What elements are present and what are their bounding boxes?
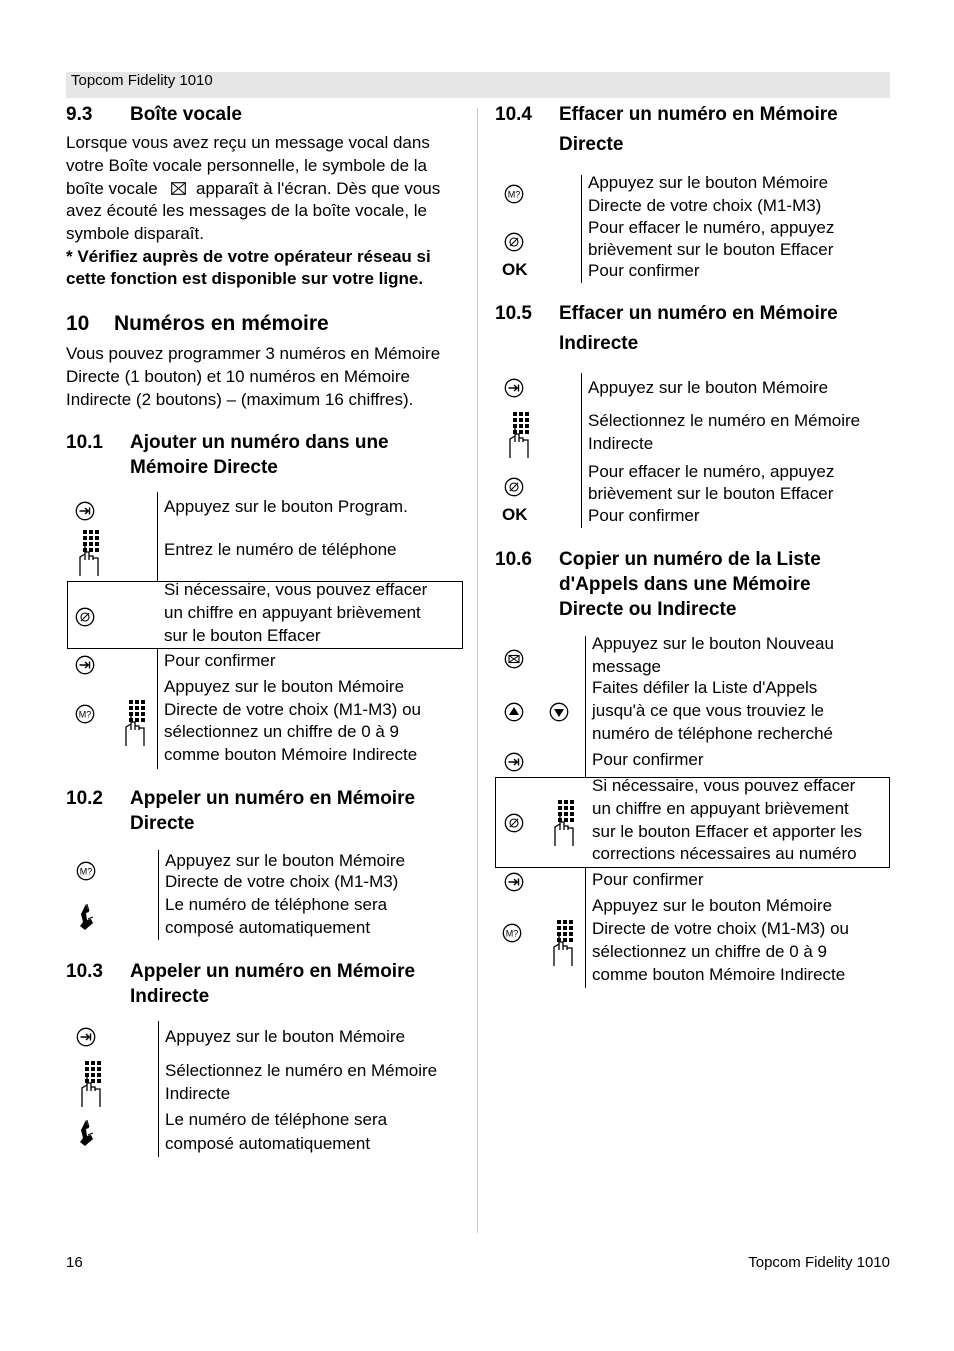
paragraph-line: Indirecte (2 boutons) – (maximum 16 chiffres). xyxy=(66,390,414,409)
paragraph-line: boîte vocale xyxy=(66,179,158,198)
step-text: Directe de votre choix (M1-M3) ou xyxy=(164,700,421,719)
table-divider xyxy=(157,649,158,769)
keypad-hand-icon xyxy=(508,412,534,458)
handset-icon xyxy=(76,902,96,932)
section-10-2-title: Appeler un numéro en Mémoire xyxy=(130,788,416,809)
enter-arrow-icon xyxy=(504,872,524,892)
enter-arrow-icon xyxy=(504,752,524,772)
step-text: Pour effacer le numéro, appuyez xyxy=(588,218,835,237)
header-title: Topcom Fidelity 1010 xyxy=(71,72,213,89)
step-text: jusqu'à ce que vous trouviez le xyxy=(592,701,824,720)
step-text: Pour confirmer xyxy=(592,750,704,769)
note-line: cette fonction est disponible sur votre ligne. xyxy=(66,269,424,288)
section-10-4-title: Directe xyxy=(559,134,624,155)
step-text: un chiffre en appuyant brièvement xyxy=(164,603,421,622)
enter-arrow-icon xyxy=(75,501,95,521)
step-text: Pour confirmer xyxy=(592,870,704,889)
step-text: Entrez le numéro de téléphone xyxy=(164,540,397,559)
step-text: Appuyez sur le bouton Mémoire xyxy=(165,851,406,870)
section-10-3-title: Appeler un numéro en Mémoire xyxy=(130,961,416,982)
table-divider xyxy=(158,1021,159,1157)
table-divider xyxy=(581,373,582,528)
erase-icon xyxy=(504,232,524,252)
keypad-hand-icon xyxy=(124,700,150,746)
paragraph-line: Directe (1 bouton) et 10 numéros en Mémoire xyxy=(66,367,410,386)
step-text: Pour effacer le numéro, appuyez xyxy=(588,462,835,481)
keypad-hand-icon xyxy=(552,920,578,966)
section-9-3-title: Boîte vocale xyxy=(130,104,242,125)
step-text: brièvement sur le bouton Effacer xyxy=(588,484,834,503)
step-text: Appuyez sur le bouton Program. xyxy=(164,497,408,516)
table-divider xyxy=(581,175,582,283)
erase-icon xyxy=(75,607,95,627)
step-text: Appuyez sur le bouton Mémoire xyxy=(588,173,829,192)
step-text: Sélectionnez le numéro en Mémoire xyxy=(588,411,861,430)
step-text: un chiffre en appuyant brièvement xyxy=(592,799,849,818)
step-text: Le numéro de téléphone sera xyxy=(165,895,388,914)
step-text: Appuyez sur le bouton Mémoire xyxy=(164,677,405,696)
enter-arrow-icon xyxy=(76,1027,96,1047)
section-10-1-title: Ajouter un numéro dans une xyxy=(130,432,389,453)
step-text: composé automatiquement xyxy=(165,918,371,937)
step-text: Directe de votre choix (M1-M3) ou xyxy=(592,919,849,938)
section-10-5-title: Indirecte xyxy=(559,333,639,354)
step-text: Appuyez sur le bouton Mémoire xyxy=(165,1027,406,1046)
keypad-hand-icon xyxy=(80,1061,106,1107)
section-10-2-title: Directe xyxy=(130,813,195,834)
paragraph-line: Lorsque vous avez reçu un message vocal dans xyxy=(66,133,430,152)
step-text: sélectionnez un chiffre de 0 à 9 xyxy=(164,722,400,741)
erase-icon xyxy=(504,477,524,497)
section-10-6-title: d'Appels dans une Mémoire xyxy=(559,574,811,595)
section-10-number: 10 xyxy=(66,312,90,335)
step-text: Indirecte xyxy=(588,434,654,453)
step-text: Appuyez sur le bouton Nouveau xyxy=(592,634,834,653)
paragraph-line: apparaît à l'écran. Dès que vous xyxy=(196,179,441,198)
section-10-1-title: Mémoire Directe xyxy=(130,457,278,478)
section-10-2-number: 10.2 xyxy=(66,788,103,809)
step-text: Si nécessaire, vous pouvez effacer xyxy=(164,580,428,599)
step-text: comme bouton Mémoire Indirecte xyxy=(164,745,418,764)
step-text: comme bouton Mémoire Indirecte xyxy=(592,965,846,984)
paragraph-line: avez écouté les messages de la boîte vocale, le xyxy=(66,201,427,220)
section-10-3-number: 10.3 xyxy=(66,961,103,982)
column-divider xyxy=(477,108,478,1233)
keypad-hand-icon xyxy=(78,530,104,576)
step-text: Indirecte xyxy=(165,1084,231,1103)
step-text: Pour confirmer xyxy=(588,506,700,525)
section-10-4-number: 10.4 xyxy=(495,104,532,125)
table-divider xyxy=(585,636,586,777)
memory-m-icon xyxy=(75,704,95,724)
step-text: corrections nécessaires au numéro xyxy=(592,844,857,863)
step-text: sélectionnez un chiffre de 0 à 9 xyxy=(592,942,828,961)
envelope-icon xyxy=(171,182,186,195)
section-10-title: Numéros en mémoire xyxy=(114,312,329,335)
enter-arrow-icon xyxy=(75,655,95,675)
section-10-1-number: 10.1 xyxy=(66,432,103,453)
section-10-5-number: 10.5 xyxy=(495,303,532,324)
section-10-4-title: Effacer un numéro en Mémoire xyxy=(559,104,838,125)
handset-icon xyxy=(76,1118,96,1148)
page-number: 16 xyxy=(66,1254,83,1271)
paragraph-line: symbole disparaît. xyxy=(66,224,204,243)
paragraph-line: Vous pouvez programmer 3 numéros en Mémoire xyxy=(66,344,441,363)
keypad-hand-icon xyxy=(553,800,579,846)
envelope-icon xyxy=(504,649,524,669)
step-text: Pour confirmer xyxy=(588,261,700,280)
table-divider xyxy=(157,492,158,581)
section-10-3-title: Indirecte xyxy=(130,986,210,1007)
table-divider xyxy=(158,850,159,940)
erase-icon xyxy=(504,813,524,833)
ok-button-label: OK xyxy=(502,260,528,279)
step-text: sur le bouton Effacer xyxy=(164,626,321,645)
step-text: numéro de téléphone recherché xyxy=(592,724,833,743)
step-text: Pour confirmer xyxy=(164,651,276,670)
step-text: Sélectionnez le numéro en Mémoire xyxy=(165,1061,438,1080)
step-text: Faites défiler la Liste d'Appels xyxy=(592,678,818,697)
step-text: message xyxy=(592,657,661,676)
ok-button-label: OK xyxy=(502,505,528,524)
section-10-5-title: Effacer un numéro en Mémoire xyxy=(559,303,838,324)
section-10-6-title: Directe ou Indirecte xyxy=(559,599,737,620)
step-text: Directe de votre choix (M1-M3) xyxy=(588,196,822,215)
up-arrow-icon xyxy=(504,702,524,722)
paragraph-line: votre Boîte vocale personnelle, le symbole de la xyxy=(66,156,427,175)
step-text: Le numéro de téléphone sera xyxy=(165,1110,388,1129)
section-10-6-title: Copier un numéro de la Liste xyxy=(559,549,821,570)
section-10-6-number: 10.6 xyxy=(495,549,532,570)
memory-m-icon xyxy=(504,184,524,204)
table-divider xyxy=(585,868,586,988)
footer-title: Topcom Fidelity 1010 xyxy=(748,1254,890,1271)
step-text: Appuyez sur le bouton Mémoire xyxy=(592,896,833,915)
memory-m-icon xyxy=(76,861,96,881)
step-text: sur le bouton Effacer et apporter les xyxy=(592,822,862,841)
down-arrow-icon xyxy=(549,702,569,722)
note-line: * Vérifiez auprès de votre opérateur réseau si xyxy=(66,247,431,266)
step-text: Directe de votre choix (M1-M3) xyxy=(165,872,399,891)
step-text: composé automatiquement xyxy=(165,1134,371,1153)
enter-arrow-icon xyxy=(504,378,524,398)
memory-m-icon xyxy=(502,923,522,943)
step-text: brièvement sur le bouton Effacer xyxy=(588,240,834,259)
step-text: Si nécessaire, vous pouvez effacer xyxy=(592,776,856,795)
section-9-3-number: 9.3 xyxy=(66,104,93,125)
step-text: Appuyez sur le bouton Mémoire xyxy=(588,378,829,397)
